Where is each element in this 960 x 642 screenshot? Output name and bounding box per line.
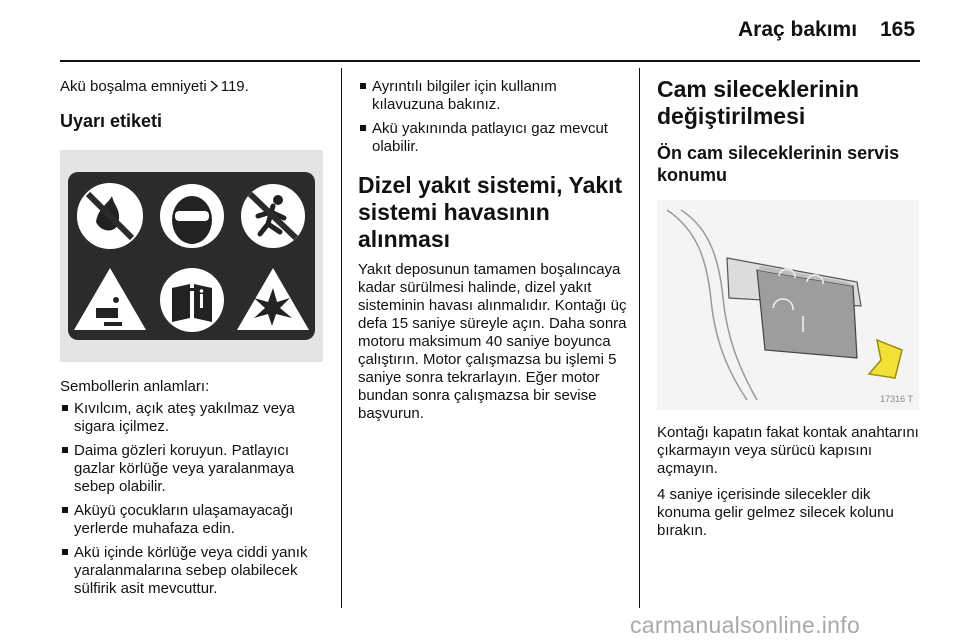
- extra-symbols-list: [358, 78, 628, 156]
- symbols-list: [60, 400, 332, 598]
- bullet-marker: [360, 125, 366, 131]
- intro-text: Akü boşalma emniyeti: [60, 78, 207, 95]
- press-arrow-icon: [869, 340, 902, 378]
- corrosive-acid-icon: [74, 268, 146, 330]
- page-ref-icon: [210, 79, 218, 91]
- warning-label-image: [60, 150, 323, 362]
- diesel-section-heading: Dizel yakıt sistemi, Yakıt sistemi havasının alınması: [358, 172, 623, 252]
- diesel-section-body: Yakıt deposunun tamamen boşalıncaya kadar sürülmesi halinde, dizel yakıt sisteminin havası alınmalıdır. Kontağı üç defa 15 saniye süreyle açın. Daha sonra motoru maksimum 40 saniye boyunca çalıştırın. Motor çalışmazsa bu işlemi 5 saniye sonra tekrarlayın. Eğer motor bundan sonra çalışmazsa bir sevise başvurun.: [358, 261, 627, 422]
- intro-page-ref[interactable]: 119.: [220, 78, 249, 95]
- warning-heading: Uyarı etiketi: [60, 111, 163, 131]
- list-item: [358, 120, 628, 156]
- bullet-text: Kıvılcım, açık ateş yakılmaz veya sigara içilmez.: [74, 400, 295, 435]
- list-item: [60, 400, 332, 436]
- watermark: carmanualsonline.info: [630, 612, 861, 638]
- left-column: [60, 72, 332, 604]
- wiper-section-heading: Cam sileceklerinin değiştirilmesi: [657, 76, 859, 129]
- intro-line: [60, 78, 332, 96]
- image-code: 17316 T: [880, 394, 913, 404]
- page-header: [0, 0, 960, 62]
- explosive-gas-icon: [237, 268, 309, 330]
- no-fire-icon: [78, 184, 142, 248]
- bullet-marker: [62, 549, 68, 555]
- page-number: 165: [880, 18, 916, 41]
- right-column: [657, 72, 920, 540]
- bullet-marker: [360, 83, 366, 89]
- keep-children-away-icon: [241, 184, 305, 248]
- middle-column: [358, 72, 628, 423]
- bullet-marker: [62, 405, 68, 411]
- header-divider: [60, 60, 920, 62]
- steering-column-outline: [667, 210, 757, 400]
- list-item: [358, 78, 628, 114]
- wiper-lever-image: [657, 200, 919, 410]
- bullet-text: Akü yakınında patlayıcı gaz mevcut olabilir.: [372, 120, 608, 155]
- wiper-paragraph-2: 4 saniye içerisinde silecekler dik konuma gelir gelmez silecek kolunu bırakın.: [657, 486, 894, 539]
- symbols-label: Sembollerin anlamları:: [60, 378, 210, 395]
- wiper-paragraph-1: Kontağı kapatın fakat kontak anahtarını çıkarmayın veya sürücü kapısını açmayın.: [657, 424, 919, 477]
- bullet-marker: [62, 447, 68, 453]
- list-item: [60, 544, 332, 598]
- column-divider-2: [639, 68, 640, 608]
- read-manual-icon: [160, 268, 224, 332]
- column-divider-1: [341, 68, 342, 608]
- bullet-text: Aküyü çocukların ulaşamayacağı yerlerde muhafaza edin.: [74, 502, 294, 537]
- bullet-text: Daima gözleri koruyun. Patlayıcı gazlar körlüğe veya yaralanmaya sebep olabilir.: [74, 442, 295, 495]
- bullet-text: Ayrıntılı bilgiler için kullanım kılavuzuna bakınız.: [372, 78, 557, 113]
- wiper-sub-heading: Ön cam sileceklerinin servis konumu: [657, 143, 900, 185]
- bullet-marker: [62, 507, 68, 513]
- eye-protection-icon: [160, 184, 224, 248]
- list-item: [60, 502, 332, 538]
- list-item: [60, 442, 332, 496]
- warning-label-panel: [68, 172, 315, 340]
- bullet-text: Akü içinde körlüğe veya ciddi yanık yaralanmalarına sebep olabilecek sülfirik asit mevcuttur.: [74, 544, 308, 597]
- chapter-title: Araç bakımı: [738, 18, 858, 41]
